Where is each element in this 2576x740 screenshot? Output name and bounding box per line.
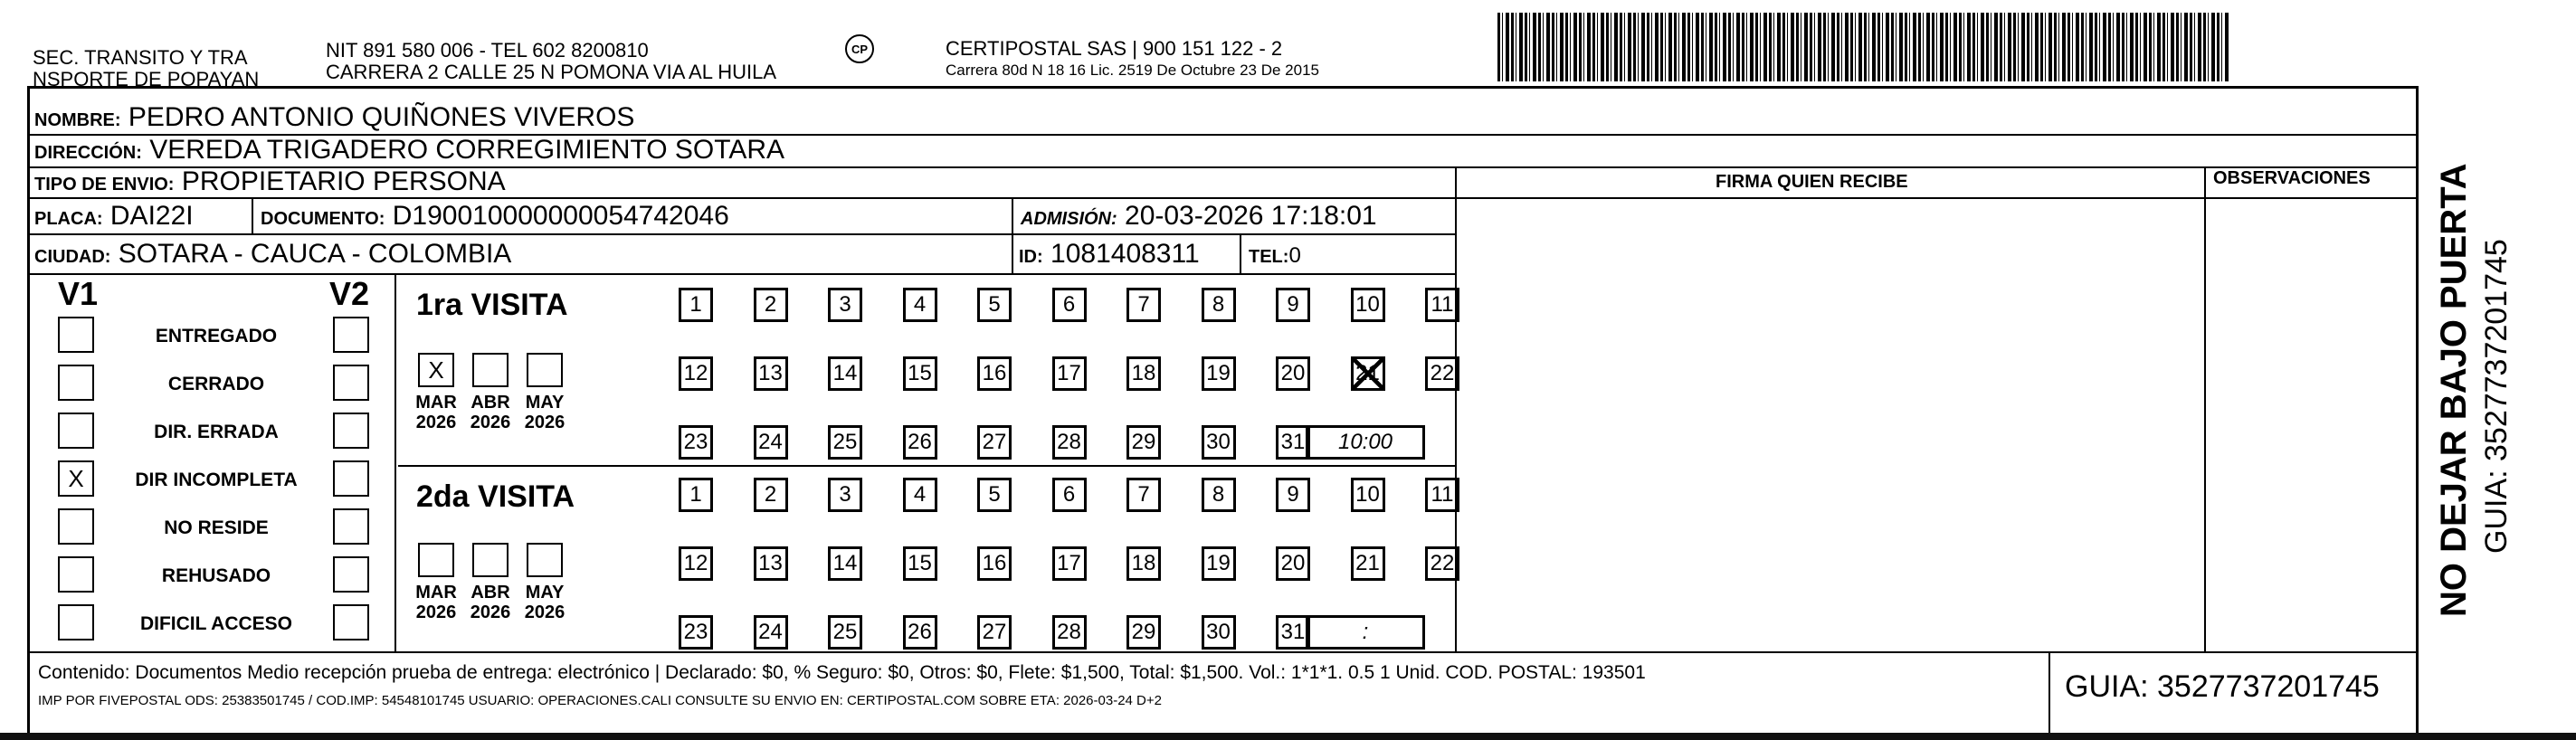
day-box: 29 — [1126, 615, 1161, 650]
status-label: DIR. ERRADA — [154, 422, 279, 442]
rule — [1240, 233, 1241, 273]
day-box: 5 — [977, 478, 1012, 512]
rule — [252, 197, 253, 233]
day-box: 11 — [1425, 288, 1459, 322]
month-checkbox — [472, 543, 509, 577]
day-box: 26 — [903, 615, 937, 650]
day-box: 16 — [977, 356, 1012, 391]
tel-value: 0 — [1288, 243, 1301, 268]
tel-label: TEL: — [1249, 247, 1289, 267]
footer-print-info: IMP POR FIVEPOSTAL ODS: 25383501745 / COD.IMP: 54548101745 USUARIO: OPERACIONES.CALI CONSULTE SU ENVIO EN: CERTIPOSTAL.COM SOBRE ETA: 2026-03-24 D+2 — [38, 693, 1162, 708]
day-box: 6 — [1052, 478, 1087, 512]
rule — [1012, 197, 1013, 273]
day-box: 16 — [977, 546, 1012, 581]
sender-contact-block — [326, 40, 776, 83]
id-value: 1081408311 — [1050, 239, 1200, 269]
v1-checkbox — [58, 508, 94, 545]
day-box: 3 — [828, 288, 862, 322]
v1-checkbox — [58, 604, 94, 640]
barcode — [1497, 13, 2230, 81]
month-label: ABR — [471, 583, 510, 602]
day-box: 21 — [1351, 356, 1385, 391]
company-line: CERTIPOSTAL SAS | 900 151 122 - 2 — [946, 37, 1283, 60]
year-label: 2026 — [415, 413, 457, 432]
day-box: 24 — [754, 425, 788, 460]
day-box: 9 — [1276, 478, 1310, 512]
day-box: 14 — [828, 546, 862, 581]
address-line: CARRERA 2 CALLE 25 N POMONA VIA AL HUILA — [326, 61, 777, 83]
ciudad-label: CIUDAD: — [34, 247, 111, 267]
ciudad-value: SOTARA - CAUCA - COLOMBIA — [118, 239, 512, 269]
day-box: 11 — [1425, 478, 1459, 512]
sender-block — [33, 47, 259, 90]
month-checkbox — [472, 353, 509, 387]
rule — [398, 465, 1457, 467]
documento-value: D190010000000054742046 — [392, 201, 729, 231]
v1-checkbox — [58, 365, 94, 401]
day-box: 23 — [679, 615, 713, 650]
day-box: 4 — [903, 478, 937, 512]
sender-line-1: SEC. TRANSITO Y TRA — [33, 46, 248, 69]
day-box: 28 — [1052, 615, 1087, 650]
day-box: 31 — [1276, 425, 1310, 460]
month-checkbox — [418, 543, 454, 577]
day-box: 12 — [679, 356, 713, 391]
admision-row — [1021, 201, 1377, 234]
day-box: 10 — [1351, 288, 1385, 322]
day-box: 13 — [754, 356, 788, 391]
day-box: 2 — [754, 288, 788, 322]
day-box: 19 — [1202, 546, 1236, 581]
id-label: ID: — [1019, 247, 1043, 267]
status-label: REHUSADO — [161, 565, 271, 586]
v2-checkbox — [333, 556, 369, 593]
day-box: 22 — [1425, 356, 1459, 391]
admision-label: ADMISIÓN: — [1021, 209, 1117, 229]
day-box: 13 — [754, 546, 788, 581]
year-label: 2026 — [470, 413, 511, 432]
day-box: 3 — [828, 478, 862, 512]
v2-checkbox — [333, 413, 369, 449]
rule — [394, 273, 396, 652]
status-label: DIFICIL ACCESO — [139, 613, 292, 634]
day-box: 17 — [1052, 356, 1087, 391]
tel-row — [1249, 241, 1301, 272]
time-box: 10:00 — [1306, 425, 1425, 460]
day-box: 7 — [1126, 478, 1161, 512]
day-box: 15 — [903, 546, 937, 581]
day-box: 6 — [1052, 288, 1087, 322]
month-label: ABR — [471, 393, 510, 413]
ciudad-row — [34, 239, 511, 272]
v2-checkbox — [333, 365, 369, 401]
admision-value: 20-03-2026 17:18:01 — [1125, 201, 1377, 231]
side-guia: GUIA: 3527737201745 — [2479, 239, 2514, 554]
day-box: 29 — [1126, 425, 1161, 460]
status-label: DIR INCOMPLETA — [135, 470, 298, 490]
nombre-label: NOMBRE: — [34, 110, 121, 130]
v1-checkbox: X — [58, 460, 94, 497]
day-box: 23 — [679, 425, 713, 460]
rule — [2048, 651, 2050, 735]
day-box: 9 — [1276, 288, 1310, 322]
day-box: 26 — [903, 425, 937, 460]
status-label: ENTREGADO — [155, 326, 278, 346]
day-box: 18 — [1126, 546, 1161, 581]
day-box: 21 — [1351, 546, 1385, 581]
nit-line: NIT 891 580 006 - TEL 602 8200810 — [326, 39, 649, 62]
v2-checkbox — [333, 604, 369, 640]
time-box: : — [1306, 615, 1425, 650]
rule — [29, 651, 2418, 653]
year-label: 2026 — [524, 413, 566, 432]
documento-label: DOCUMENTO: — [261, 209, 385, 229]
day-box: 7 — [1126, 288, 1161, 322]
status-label: CERRADO — [167, 374, 265, 394]
id-row — [1019, 239, 1200, 272]
v1-header: V1 — [58, 275, 99, 312]
day-box: 31 — [1276, 615, 1310, 650]
day-box: 1 — [679, 478, 713, 512]
v1-checkbox — [58, 413, 94, 449]
day-box: 30 — [1202, 615, 1236, 650]
day-box: 12 — [679, 546, 713, 581]
sender-line-2: NSPORTE DE POPAYAN — [33, 68, 260, 90]
day-box: 2 — [754, 478, 788, 512]
year-label: 2026 — [415, 602, 457, 622]
day-box: 14 — [828, 356, 862, 391]
direccion-value: VEREDA TRIGADERO CORREGIMIENTO SOTARA — [149, 135, 785, 165]
day-box: 19 — [1202, 356, 1236, 391]
firma-header: FIRMA QUIEN RECIBE — [1716, 172, 1908, 192]
v1-checkbox — [58, 556, 94, 593]
visit2-title: 2da VISITA — [416, 479, 575, 514]
day-box: 22 — [1425, 546, 1459, 581]
day-box: 25 — [828, 425, 862, 460]
scan-edge — [0, 733, 2576, 740]
month-checkbox — [527, 543, 563, 577]
year-label: 2026 — [470, 602, 511, 622]
observaciones-header: OBSERVACIONES — [2213, 168, 2371, 188]
documento-row — [261, 201, 729, 234]
tipo-row — [34, 166, 506, 200]
company-logo: CP — [845, 34, 874, 63]
direccion-label: DIRECCIÓN: — [34, 143, 142, 163]
month-checkbox — [527, 353, 563, 387]
day-box: 25 — [828, 615, 862, 650]
v2-checkbox — [333, 317, 369, 353]
day-box: 8 — [1202, 478, 1236, 512]
day-box: 10 — [1351, 478, 1385, 512]
placa-row — [34, 201, 194, 234]
v1-checkbox — [58, 317, 94, 353]
rule — [29, 273, 1457, 275]
month-label: MAY — [525, 583, 565, 602]
tipo-label: TIPO DE ENVIO: — [34, 175, 175, 194]
v2-checkbox — [333, 508, 369, 545]
day-box: 27 — [977, 615, 1012, 650]
month-label: MAY — [525, 393, 565, 413]
day-box: 28 — [1052, 425, 1087, 460]
day-box: 8 — [1202, 288, 1236, 322]
side-notice: NO DEJAR BAJO PUERTA — [2434, 163, 2474, 617]
direccion-row — [34, 135, 784, 168]
visit1-title: 1ra VISITA — [416, 288, 568, 322]
footer-contents: Contenido: Documentos Medio recepción prueba de entrega: electrónico | Declarado: $0, % Seguro: $0, Otros: $0, Flete: $1,500, Total: $1,500. Vol.: 1*1*1. 0.5 1 Unid. COD. POSTAL: 193501 — [38, 662, 1646, 683]
placa-label: PLACA: — [34, 209, 103, 229]
v2-header: V2 — [329, 275, 370, 312]
company-block — [946, 38, 1319, 81]
day-box: 4 — [903, 288, 937, 322]
nombre-value: PEDRO ANTONIO QUIÑONES VIVEROS — [128, 102, 635, 132]
day-box: 18 — [1126, 356, 1161, 391]
placa-value: DAI22I — [109, 201, 194, 231]
nombre-row — [34, 102, 634, 136]
month-label: MAR — [415, 583, 457, 602]
month-checkbox: X — [418, 353, 454, 387]
tipo-value: PROPIETARIO PERSONA — [181, 166, 506, 196]
v2-checkbox — [333, 460, 369, 497]
day-box: 20 — [1276, 546, 1310, 581]
footer-guia: GUIA: 3527737201745 — [2065, 669, 2380, 704]
license-line: Carrera 80d N 18 16 Lic. 2519 De Octubre 23 De 2015 — [946, 62, 1319, 79]
day-box: 30 — [1202, 425, 1236, 460]
status-label: NO RESIDE — [164, 517, 269, 538]
day-box: 15 — [903, 356, 937, 391]
day-box: 1 — [679, 288, 713, 322]
day-box: 20 — [1276, 356, 1310, 391]
day-box: 17 — [1052, 546, 1087, 581]
year-label: 2026 — [524, 602, 566, 622]
rule — [2204, 166, 2206, 652]
day-box: 5 — [977, 288, 1012, 322]
day-box: 27 — [977, 425, 1012, 460]
month-label: MAR — [415, 393, 457, 413]
day-box: 24 — [754, 615, 788, 650]
